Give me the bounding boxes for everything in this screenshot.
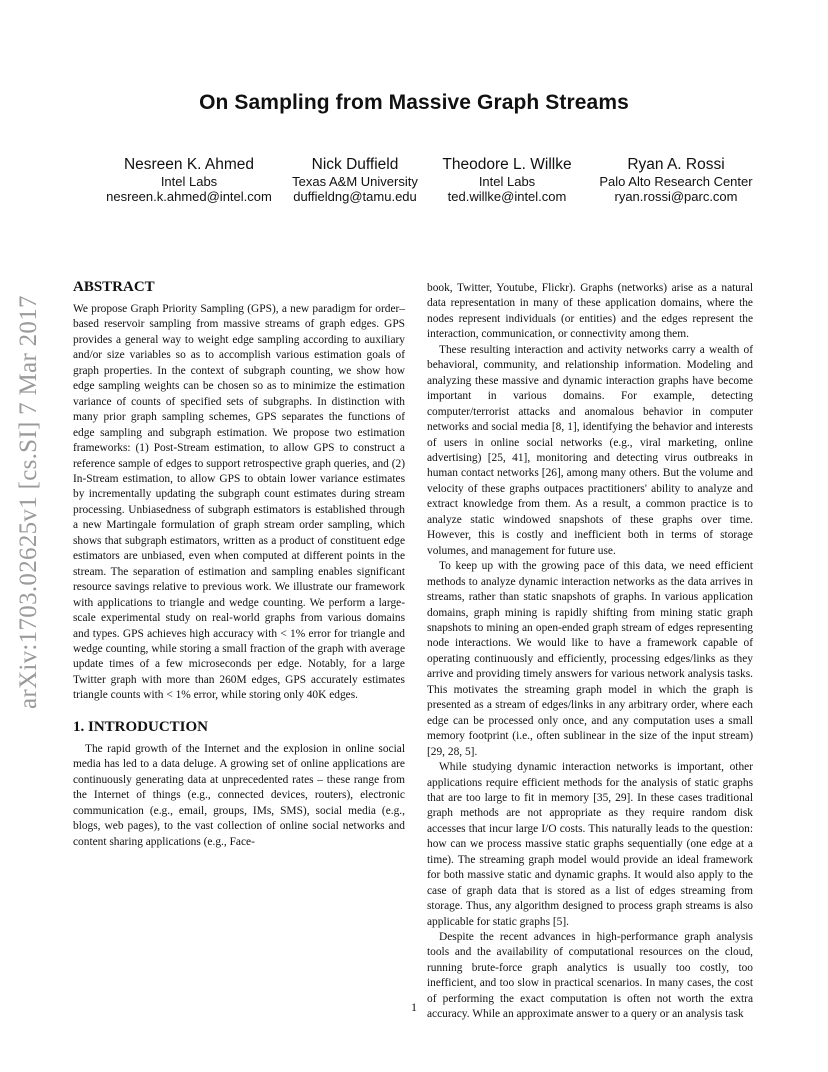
author-affiliation: Palo Alto Research Center (599, 174, 753, 189)
author-name: Theodore L. Willke (442, 156, 572, 173)
author-4 (576, 156, 776, 204)
intro-paragraph-2: These resulting interaction and activity networks carry a wealth of behavioral, community, and relationship information. Modeling and analyzing these massive and dynamic interaction graphs have become important in various domains. For example, detecting computer/terrorist attacks and anomalous behavior in computer networks and social media [8, 1], identifying the behavior and interests of users in online social networks (e.g., viral marketing, online advertising) [25, 41], monitoring and detecting virus outbreaks in human contact networks [26], among many others. But the volume and velocity of these graphs outpaces practitioners' ability to analyze and extract knowledge from them. As a result, a common practice is to analyze static windowed snapshots of these graphs over time. However, this is costly and inefficient both in terms of storage volumes, and management for future use. (427, 343, 753, 557)
paper-title: On Sampling from Massive Graph Streams (199, 91, 629, 114)
intro-paragraph-1-continued: book, Twitter, Youtube, Flickr). Graphs (networks) arise as a natural data representation in many of these application domains, where the nodes represent individuals (or entities) and the edges represent the interaction, communication, or connectivity among them. (427, 282, 753, 341)
author-email: ted.willke@intel.com (447, 189, 567, 204)
intro-paragraph-4: While studying dynamic interaction networks is important, other applications require efficient methods for the analysis of static graphs that are too large to fit in memory [35, 29]. In these cases traditional graph methods are not appropriate as they require random disk accesses that incur large I/O costs. This naturally leads to the question: how can we process massive static graphs sequentially (one edge at a time). The streaming graph model would provide an ideal framework for both massive static and dynamic graphs. It would also apply to the case of graph data that is stored as a list of edges streaming from storage. Thus, any algorithm designed to process graph streams is also applicable for static graphs [5]. (427, 761, 753, 928)
intro-paragraph-1: The rapid growth of the Internet and the explosion in online social media has led to a data deluge. A growing set of online applications are continuously generating data at unprecedented rates – these range from the Internet of things (e.g., connected devices, routers), electronic communication (e.g., email, groups, IMs, SMS), social media (e.g., blogs, web pages), to the vast collection of online social networks and content sharing applications (e.g., Face- (73, 742, 405, 848)
right-column (427, 281, 753, 1023)
author-email: ryan.rossi@parc.com (614, 189, 738, 204)
author-name: Ryan A. Rossi (627, 156, 725, 173)
abstract-heading: ABSTRACT (73, 279, 155, 295)
abstract-text: We propose Graph Priority Sampling (GPS), a new paradigm for order–based reservoir sampling from massive streams of graph edges. GPS provides a general way to weight edge sampling according to auxiliary and/or size variables so as to accomplish various estimation goals of graph properties. In the context of subgraph counting, we show how edge sampling weights can be chosen so as to minimize the estimation variance of counts of specified sets of subgraphs. In distinction with many prior graph sampling schemes, GPS separates the functions of edge sampling and subgraph estimation. We propose two estimation frameworks: (1) Post-Stream estimation, to allow GPS to construct a reference sample of edges to support retrospective graph queries, and (2) In-Stream estimation, to allow GPS to obtain lower variance estimates by incrementally updating the subgraph count estimates during stream processing. Unbiasedness of subgraph estimators is established through a new Martingale formulation of graph stream order sampling, which shows that subgraph estimators, written as a product of constituent edge estimators are unbiased, even when computed at different points in the stream. The separation of estimation and sampling enables significant resource savings relative to previous work. We illustrate our framework with applications to triangle and wedge counting. We perform a large-scale experimental study on real-world graphs from various domains and types. GPS achieves high accuracy with < 1% error for triangle and wedge counting, while storing a small fraction of the graph with average update times of a few microseconds per edge. Notably, for a large Twitter graph with more than 260M edges, GPS accurately estimates triangle counts with < 1% error, while storing only 40K edges. (73, 303, 405, 702)
author-name: Nick Duffield (311, 156, 399, 173)
left-column (73, 278, 405, 850)
author-affiliation: Intel Labs (160, 174, 218, 189)
page-number: 1 (411, 1000, 417, 1014)
author-email: duffieldng@tamu.edu (293, 189, 417, 204)
intro-paragraph-5: Despite the recent advances in high-performance graph analysis tools and the availability of computational resources on the cloud, running brute-force graph analytics is usually too costly, too inefficient, and too slow in practical scenarios. In many cases, the cost of performing the exact computation is often not worth the extra accuracy. While an approximate answer to a query or an analysis task (427, 931, 753, 1021)
introduction-heading: 1. INTRODUCTION (73, 718, 209, 735)
author-email: nesreen.k.ahmed@intel.com (106, 189, 272, 204)
author-affiliation: Texas A&M University (292, 174, 418, 189)
arxiv-stamp: arXiv:1703.02625v1 [cs.SI] 7 Mar 2017 (15, 295, 42, 709)
author-affiliation: Intel Labs (478, 174, 536, 189)
intro-paragraph-3: To keep up with the growing pace of this data, we need efficient methods to analyze dynamic interaction networks as the data arrives in streams, rather than static snapshots of graphs. In various application domains, graph mining is rapidly shifting from mining static graph snapshots to mining an open-ended graph stream of edges representing node interactions. We would like to have a framework capable of operating continuously and efficiently, processing edges/links as they arrive and providing timely answers for various network analysis tasks. This motivates the streaming graph model in which the graph is presented as a stream of edges/links in any arbitrary order, where each edge can be processed only once, and any computation uses a small memory footprint (i.e., often sublinear in the size of the input stream) [29, 28, 5]. (427, 560, 753, 758)
author-block (0, 156, 828, 216)
author-name: Nesreen K. Ahmed (123, 156, 255, 173)
